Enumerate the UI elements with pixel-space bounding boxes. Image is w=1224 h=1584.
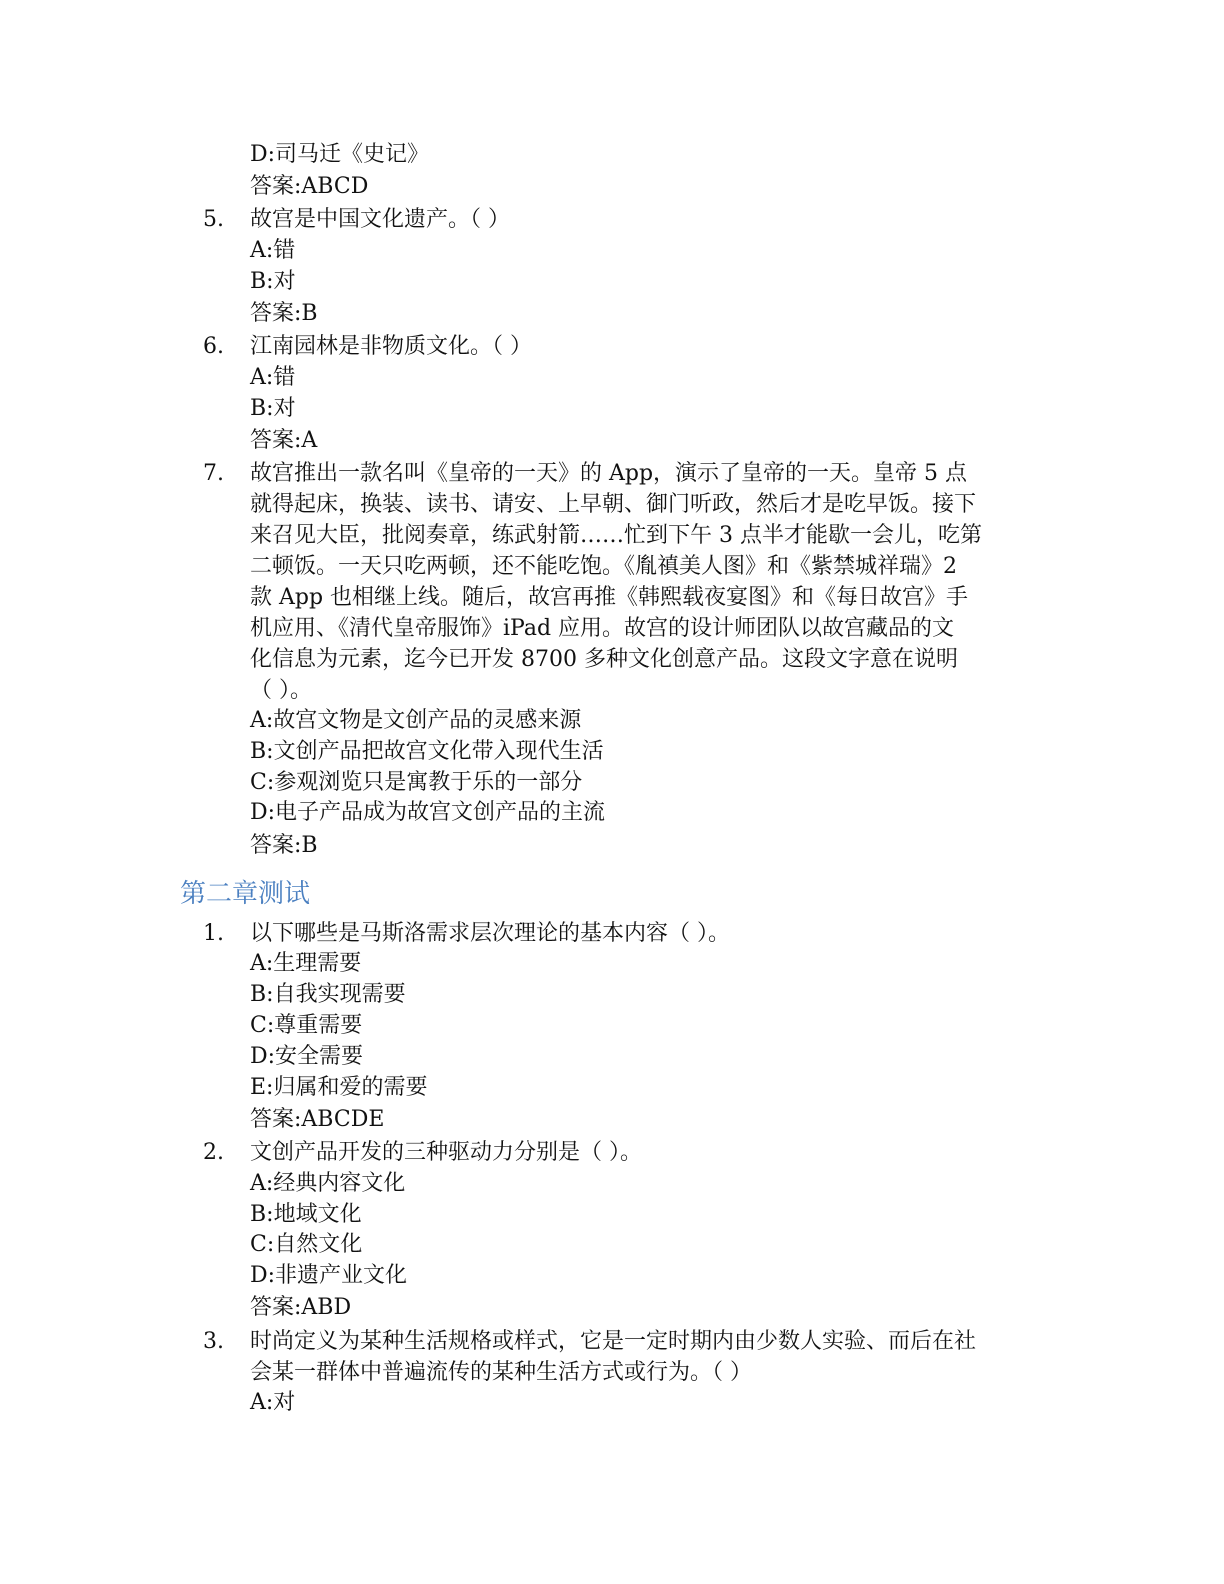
- question-stem-line: （ ）。: [250, 678, 312, 703]
- question-stem-line: 故宫推出一款名叫《皇帝的一天》的 App，演示了皇帝的一天。皇帝 5 点: [250, 461, 968, 486]
- question-stem-line: 来召见大臣，批阅奏章，练武射箭……忙到下午 3 点半才能歇一会儿，吃第: [250, 523, 982, 548]
- option-b: B:地域文化: [250, 1202, 362, 1227]
- answer: 答案:ABCD: [250, 174, 369, 199]
- question-stem: 文创产品开发的三种驱动力分别是（ ）。: [250, 1140, 642, 1165]
- question-number: 5.: [203, 207, 224, 232]
- option-a: A:错: [250, 365, 296, 390]
- option-a: A:故宫文物是文创产品的灵感来源: [250, 708, 582, 733]
- question-stem-line: 机应用、《清代皇帝服饰》iPad 应用。故宫的设计师团队以故宫藏品的文: [250, 616, 955, 641]
- answer: 答案:B: [250, 833, 318, 858]
- chapter-heading: 第二章测试: [180, 879, 311, 909]
- option-a: A:对: [250, 1390, 296, 1415]
- option-e: E:归属和爱的需要: [250, 1075, 428, 1100]
- question-stem-line: 时尚定义为某种生活规格或样式，它是一定时期内由少数人实验、而后在社: [250, 1329, 977, 1354]
- option-c: C:自然文化: [250, 1232, 363, 1257]
- option-d: D:非遗产业文化: [250, 1263, 408, 1288]
- question-number: 7.: [203, 461, 224, 486]
- option-a: A:错: [250, 238, 296, 263]
- question-stem-line: 就得起床，换装、读书、请安、上早朝、御门听政，然后才是吃早饭。接下: [250, 492, 977, 517]
- option-d: D:电子产品成为故宫文创产品的主流: [250, 800, 606, 825]
- question-stem-line: 化信息为元素，迄今已开发 8700 多种文化创意产品。这段文字意在说明: [250, 647, 958, 672]
- answer: 答案:ABCDE: [250, 1107, 385, 1132]
- option-c: C:尊重需要: [250, 1013, 363, 1038]
- option-c: C:参观浏览只是寓教于乐的一部分: [250, 770, 583, 795]
- question-number: 2.: [203, 1140, 224, 1165]
- question-stem-line: 款 App 也相继上线。随后，故宫再推《韩熙载夜宴图》和《每日故宫》手: [250, 585, 969, 610]
- answer: 答案:B: [250, 301, 318, 326]
- question-stem-line: 会某一群体中普遍流传的某种生活方式或行为。（ ）: [250, 1360, 752, 1385]
- question-number: 1.: [203, 921, 224, 946]
- question-stem: 故宫是中国文化遗产。（ ）: [250, 207, 510, 232]
- option-a: A:经典内容文化: [250, 1171, 406, 1196]
- question-stem-line: 二顿饭。一天只吃两顿，还不能吃饱。《胤禛美人图》和《紫禁城祥瑞》2: [250, 554, 957, 579]
- question-number: 3.: [203, 1329, 224, 1354]
- question-number: 6.: [203, 334, 224, 359]
- option-a: A:生理需要: [250, 951, 362, 976]
- option-d: D:司马迁《史记》: [250, 142, 430, 167]
- option-d: D:安全需要: [250, 1044, 364, 1069]
- option-b: B:文创产品把故宫文化带入现代生活: [250, 739, 604, 764]
- option-b: B:对: [250, 269, 296, 294]
- question-stem: 以下哪些是马斯洛需求层次理论的基本内容（ ）。: [250, 921, 730, 946]
- answer: 答案:ABD: [250, 1295, 352, 1320]
- option-b: B:自我实现需要: [250, 982, 406, 1007]
- answer: 答案:A: [250, 428, 318, 453]
- question-stem: 江南园林是非物质文化。（ ）: [250, 334, 532, 359]
- option-b: B:对: [250, 396, 296, 421]
